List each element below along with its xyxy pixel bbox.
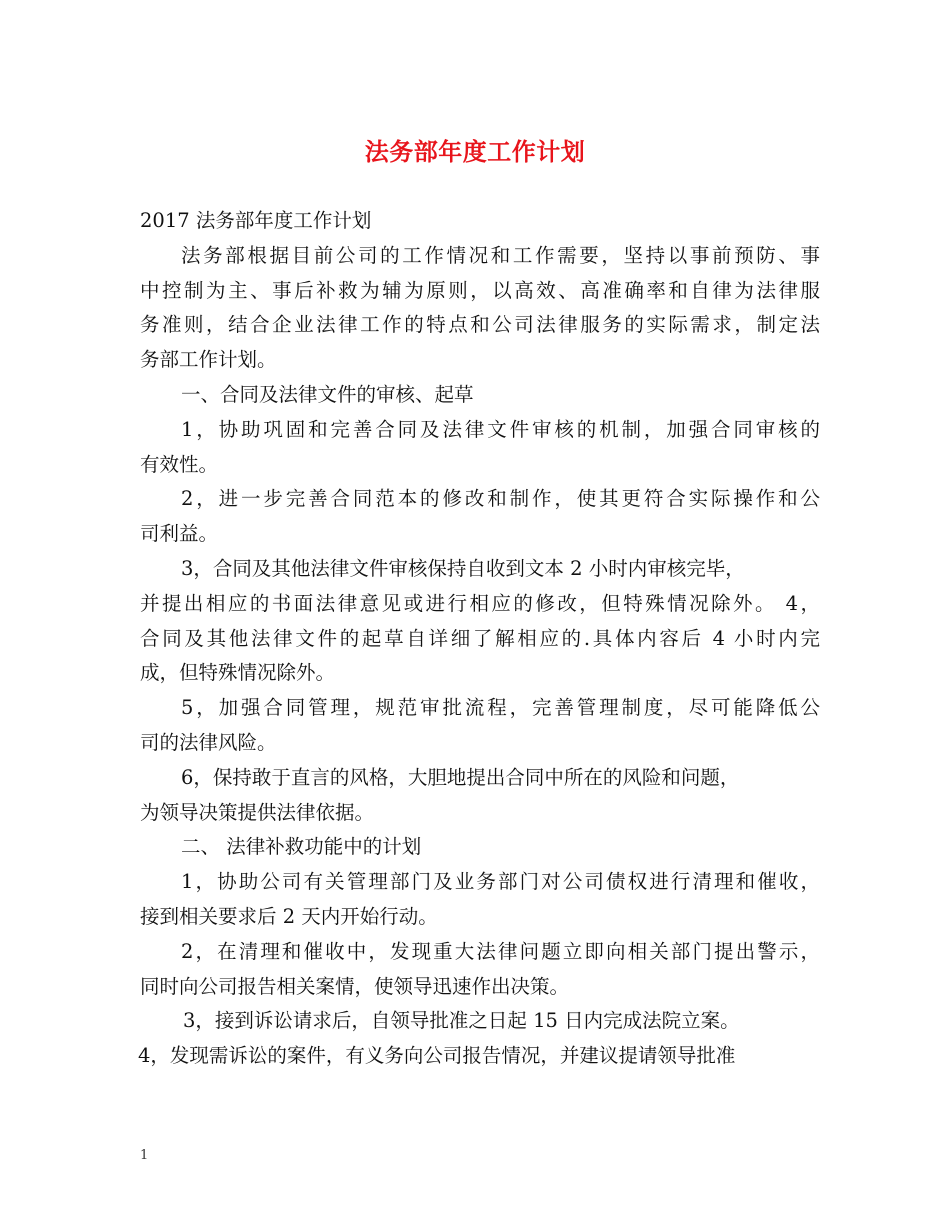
- paragraph-line: 1，协助公司有关管理部门及业务部门对公司债权进行清理和催收，: [181, 870, 820, 894]
- paragraph-line: 5，加强合同管理，规范审批流程，完善管理制度，尽可能降低公: [181, 696, 820, 720]
- paragraph-line: 3，合同及其他法律文件审核保持自收到文本 2 小时内审核完毕，: [181, 556, 745, 580]
- paragraph-line: 成，但特殊情况除外。: [140, 661, 336, 685]
- paragraph-line: 1，协助巩固和完善合同及法律文件审核的机制，加强合同审核的: [181, 417, 820, 441]
- paragraph-line: 接到相关要求后 2 天内开始行动。: [140, 904, 438, 928]
- paragraph-line: 4，发现需诉讼的案件，有义务向公司报告情况，并建议提请领导批准: [138, 1044, 736, 1068]
- paragraph-line: 并提出相应的书面法律意见或进行相应的修改，但特殊情况除外。 4，: [140, 591, 820, 615]
- section-heading: 一、合同及法律文件的审核、起草: [181, 382, 474, 406]
- paragraph-line: 司的法律风险。: [140, 730, 277, 754]
- paragraph-line: 中控制为主、事后补救为辅为原则，以高效、高准确率和自律为法律服: [140, 278, 820, 302]
- document-title: 法务部年度工作计划: [364, 137, 586, 166]
- paragraph-line: 有效性。: [140, 452, 219, 476]
- paragraph-line: 司利益。: [140, 522, 219, 546]
- subtitle-line: 2017 法务部年度工作计划: [140, 209, 372, 232]
- paragraph-line: 合同及其他法律文件的起草自详细了解相应的.具体内容后 4 小时内完: [140, 626, 820, 650]
- section-heading: 二、 法律补救功能中的计划: [181, 835, 422, 859]
- paragraph-line: 务准则，结合企业法律工作的特点和公司法律服务的实际需求，制定法: [140, 313, 820, 337]
- document-body: [140, 204, 820, 1074]
- paragraph-line: 2，进一步完善合同范本的修改和制作，使其更符合实际操作和公: [181, 487, 820, 511]
- paragraph-line: 6，保持敢于直言的风格，大胆地提出合同中所在的风险和问题，: [181, 765, 740, 789]
- paragraph-line: 2，在清理和催收中，发现重大法律问题立即向相关部门提出警示，: [181, 939, 820, 963]
- paragraph-line: 务部工作计划。: [140, 348, 277, 372]
- paragraph-line: 法务部根据目前公司的工作情况和工作需要，坚持以事前预防、事: [181, 243, 820, 267]
- paragraph-line: 同时向公司报告相关案情，使领导迅速作出决策。: [140, 974, 570, 998]
- page-number: 1: [140, 1148, 149, 1163]
- paragraph-line: 为领导决策提供法律依据。: [140, 800, 375, 824]
- paragraph-line: 3，接到诉讼请求后，自领导批准之日起 15 日内完成法院立案。: [183, 1009, 740, 1033]
